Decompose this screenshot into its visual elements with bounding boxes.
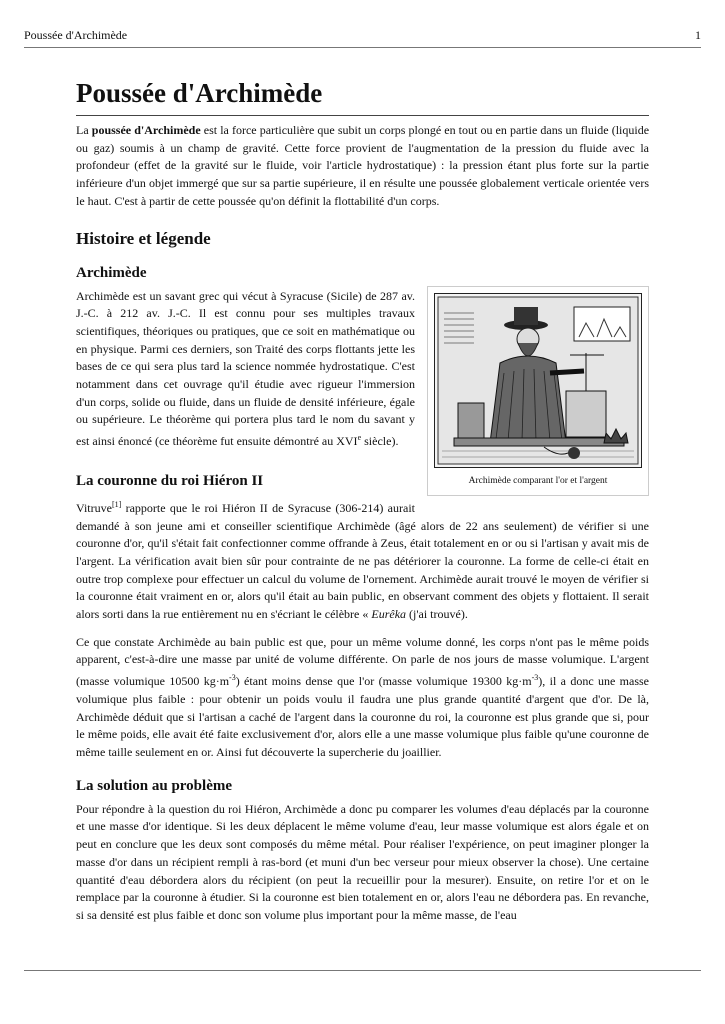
section-heading-history: Histoire et légende xyxy=(76,228,211,248)
article-body xyxy=(76,68,649,925)
unit-exponent: -3 xyxy=(229,673,236,683)
solution-paragraph: Pour répondre à la question du roi Hiéron, Archimède a donc pu comparer les volumes d'eau déplacés par la couronne et une masse d'or identique. Si les deux déplacent le même volume d'eau, leur masse volumique est alors égale et on peut en conclure que les deux sont composés du même métal. Pour réaliser l'expérience, on peut imaginer plonger la masse d'or dans un récipient rempli à ras-bord (et muni d'un bec verseur pour mieux observer la chose). Une certaine quantité d'eau débordera alors du récipient (on peut la recueillir pour la mesurer). Ensuite, on retire l'or et on le remplace par la couronne à étudier. Si la couronne est bien totalement en or, alors l'eau ne débordera pas. En revanche, si sa densité est plus faible et donc son volume plus important pour la même masse, de l'eau xyxy=(76,801,649,922)
running-header-title: Poussée d'Archimède xyxy=(24,28,128,42)
footer-rule xyxy=(24,970,701,971)
page-number: 1 xyxy=(695,28,701,42)
couronne-text-end: (j'ai trouvé). xyxy=(406,607,468,622)
page-title: Poussée d'Archimède xyxy=(76,78,649,116)
eureka-term: Eurêka xyxy=(371,607,407,622)
subsection-heading-solution: La solution au problème xyxy=(76,777,232,794)
century-superscript: e xyxy=(357,433,362,443)
figure-archimede xyxy=(427,286,649,496)
intro-text-rest: est la force particulière que subit un corps plongé en tout ou en partie dans un fluide (liquide ou gaz) soumis à un champ de gravité. Cette force provient de l'augmentation de la pression du fluide avec la profondeur (effet de la gravité sur le fluide, voir l'article hydrostatique) : la pression étant plus forte sur la partie inférieure d'un objet immergé que sur sa partie supérieure, il en résulte une poussée globalement verticale orientée vers le haut. C'est à partir de cette poussée qu'on définit la flottabilité d'un corps. xyxy=(76,123,650,208)
figure-caption: Archimède comparant l'or et l'argent xyxy=(468,475,608,486)
couronne-text: rapporte que le roi Hiéron II de Syracuse (306-214) aurait demandé à son jeune ami et conseiller scientifique Archimède (âgé alors de 22 ans seulement) de vérifier si une couronne d'or, qu'il s'était fait confectionner comme offrande à Zeus, était totalement en or ou si l'artisan y avait mis de l'argent. La vérification avait bien sûr pour contrainte de ne pas détériorer la couronne. La forme de celle-ci était en outre trop complexe pour effectuer un calcul du volume de l'ornement. Archimède aurait trouvé le moyen de vérifier si la couronne était vraiment en or, alors qu'il était au bain public, en observant comment des objets y flottaient. Il serait alors sorti dans la rue entièrement nu en s'écriant le célèbre « xyxy=(76,500,649,622)
reference-link[interactable]: [1] xyxy=(111,499,122,509)
couronne-paragraph xyxy=(76,496,649,624)
archimede-text-end: siècle). xyxy=(361,434,399,449)
unit-exponent: -3 xyxy=(531,673,539,683)
couronne-author: Vitruve xyxy=(76,500,112,515)
running-header xyxy=(24,28,701,48)
woodcut-illustration xyxy=(434,293,642,468)
masse-text-a: Ce que constate Archimède au bain public est que, pour un même volume donné, les corps n'ont pas le même poids apparent, c'est-à-dire une masse par unité de volume différente. On parle de nos jours de masse volumique. L'argent (masse volumique 10500 kg·m xyxy=(76,634,649,689)
subsection-heading-couronne: La couronne du roi Hiéron II xyxy=(76,472,264,489)
intro-term: poussée d'Archimède xyxy=(91,123,201,137)
subsection-heading-archimede: Archimède xyxy=(76,264,147,281)
masse-text-c: ), il a donc une masse volumique plus faible : pour obtenir un poids voulu il faudra une plus grande quantité d'argent que d'or. De là, Archimède déduit que si l'artisan a caché de l'argent dans la couronne du roi, la couronne est plus grande que si, pour le même poids, elle avait été faite exclusivement d'or, alors elle a une masse volumique plus faible qu'une couronne de même taille seulement en or. Ainsi fut découverte la supercherie du joaillier. xyxy=(76,674,650,759)
masse-text-b: ) étant moins dense que l'or (masse volumique 19300 kg·m xyxy=(235,674,532,689)
intro-paragraph xyxy=(76,122,649,211)
intro-text-start: La xyxy=(76,123,92,137)
archimede-text: Archimède est un savant grec qui vécut à Syracuse (Sicile) de 287 av. J.-C. à 212 av. J.-C. Il est connu pour ses multiples travaux scientifiques, théoriques ou pratiques, que ce soit en mathématique ou en physique. Parmi ces derniers, son Traité des corps flottants jette les bases de ce qui sera plus tard la science nommée hydrostatique. C'est notamment dans cet ouvrage qu'il étudie avec rigueur l'immersion d'un corps, solide ou fluide, dans un fluide de densité inférieure, égale ou supérieure. Le théorème qui portera plus tard le nom du savant y est ainsi énoncé (ce théorème fut ensuite démontré au XVI xyxy=(76,288,415,449)
masse-volumique-paragraph xyxy=(76,634,649,762)
